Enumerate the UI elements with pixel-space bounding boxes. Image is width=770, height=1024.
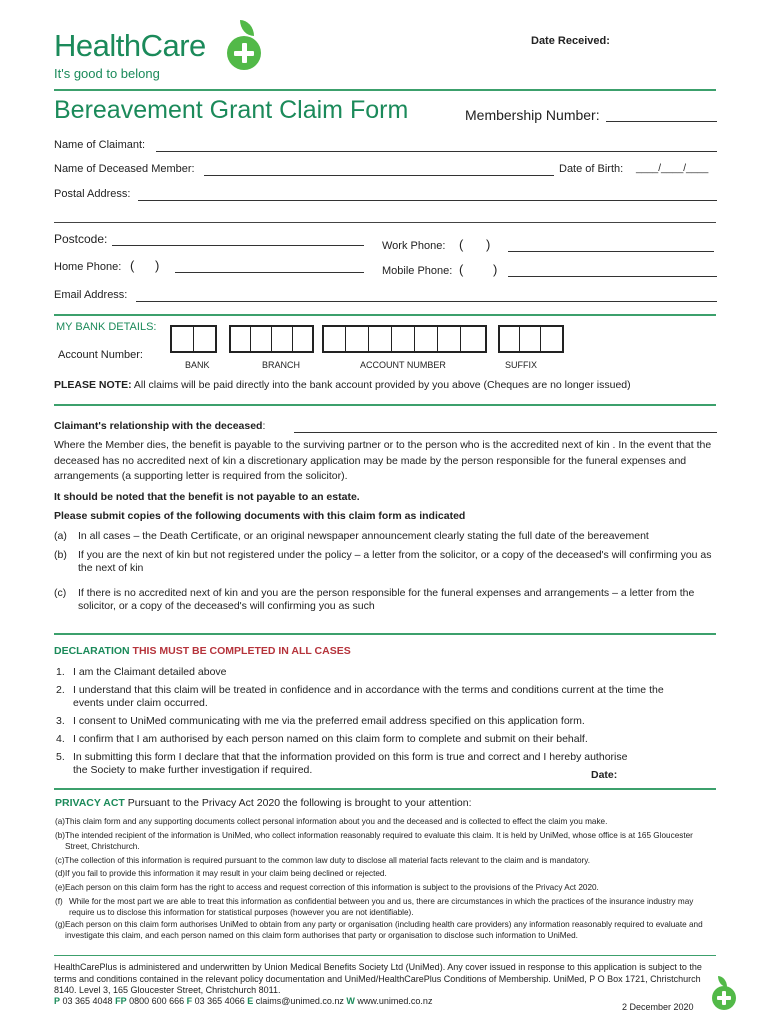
declaration-heading [54, 645, 351, 657]
list-item [54, 549, 718, 575]
postcode-label: Postcode: [54, 232, 108, 246]
privacy-item [55, 896, 719, 918]
web-link[interactable]: www.unimed.co.nz [354, 996, 433, 1006]
privacy-text: This claim form and any supporting documents collect personal information about you and the deceased and is collected to effect the claim you make. [65, 817, 608, 826]
declaration-marker: 1. [56, 666, 65, 678]
relationship-field[interactable] [294, 432, 717, 433]
work-phone-field[interactable] [508, 251, 714, 252]
privacy-marker: (f) [55, 897, 63, 906]
email-address-field[interactable] [136, 301, 717, 302]
privacy-marker: (e) [55, 883, 66, 892]
privacy-item [55, 882, 719, 893]
phone-label: P [54, 996, 61, 1006]
box-divider [250, 327, 251, 351]
account-caption: ACCOUNT NUMBER [360, 360, 446, 370]
footer-contacts [54, 996, 574, 1006]
bank-code-box[interactable] [170, 325, 217, 353]
deceased-name-label: Name of Deceased Member: [54, 163, 195, 175]
list-text: If there is no accredited next of kin and you are the person responsible for the funeral expenses and arrangements – a letter from the solicitor, or a copy of the deceased's will confirming you as such [78, 587, 695, 612]
privacy-text: If you fail to provide this information it may result in your claim being declined or rejected. [65, 869, 387, 878]
deceased-name-field[interactable] [204, 175, 554, 176]
box-divider [391, 327, 392, 351]
footer-cross-icon [712, 986, 736, 1010]
relationship-colon: : [262, 420, 266, 432]
privacy-heading-bold: PRIVACY ACT [55, 797, 125, 809]
submit-heading: Please submit copies of the following documents with this claim form as indicated [54, 510, 466, 522]
privacy-item [55, 830, 719, 852]
postal-address-label: Postal Address: [54, 188, 131, 200]
relationship-label-text: Claimant's relationship with the deceased [54, 420, 263, 432]
declaration-date-label: Date: [591, 769, 618, 781]
privacy-text: The collection of this information is required pursuant to the common law duty to disclose all material facts relevant to the claim and is mandatory. [64, 856, 591, 865]
privacy-heading [55, 797, 472, 809]
privacy-rule [54, 788, 716, 790]
declaration-text: I consent to UniMed communicating with me via the preferred email address specified on this application form. [73, 715, 585, 727]
branch-code-box[interactable] [229, 325, 314, 353]
postcode-field[interactable] [112, 245, 364, 246]
relationship-label [54, 420, 265, 432]
declaration-marker: 2. [56, 684, 65, 696]
declaration-list [56, 666, 696, 777]
suffix-box[interactable] [498, 325, 564, 353]
declaration-heading-green: DECLARATION [54, 645, 130, 657]
list-marker: (a) [54, 530, 67, 542]
declaration-item [56, 751, 636, 777]
mobile-phone-paren-open: ( [459, 262, 464, 277]
bank-details-heading: MY BANK DETAILS: [56, 321, 157, 333]
mobile-phone-label: Mobile Phone: [382, 265, 453, 277]
privacy-marker: (c) [55, 856, 65, 865]
declaration-text: I confirm that I am authorised by each person named on this claim form to complete and submit on their behalf. [73, 733, 588, 745]
privacy-marker: (g) [55, 920, 66, 929]
claimant-name-field[interactable] [156, 151, 717, 152]
documents-list [54, 530, 718, 613]
account-number-label: Account Number: [58, 349, 143, 361]
brand-name: HealthCare [54, 28, 206, 63]
bank-note-text: All claims will be paid directly into the bank account provided by you above (Cheques are no longer issued) [131, 379, 631, 391]
box-divider [345, 327, 346, 351]
home-phone-paren-close: ) [155, 258, 160, 273]
work-phone-label: Work Phone: [382, 240, 446, 252]
estate-note: It should be noted that the benefit is not payable to an estate. [54, 491, 360, 503]
privacy-text: Each person on this claim form authorises UniMed to obtain from any party or organisation (including health care providers) any information reasonably required to evaluate and investigate this claim, and each person named on this claim form authorises that party or organisation to disclose such information to UniMed. [65, 920, 703, 940]
home-phone-field[interactable] [175, 272, 364, 273]
header-rule [54, 89, 716, 91]
email-label: E [247, 996, 254, 1006]
list-text: In all cases – the Death Certificate, or an original newspaper announcement clearly stating the full date of the bereavement [78, 530, 649, 542]
list-item [54, 530, 718, 543]
bank-caption: BANK [185, 360, 210, 370]
home-phone-paren-open: ( [130, 258, 135, 273]
declaration-text: In submitting this form I declare that that the information provided on this form is true and correct and I hereby authorise the Society to make further investigation if required. [73, 751, 628, 776]
dob-label: Date of Birth: [559, 163, 624, 175]
list-item [54, 587, 718, 613]
box-divider [193, 327, 194, 351]
box-divider [460, 327, 461, 351]
declaration-marker: 3. [56, 715, 65, 727]
declaration-item [56, 715, 696, 728]
relationship-rule [54, 404, 716, 406]
box-divider [414, 327, 415, 351]
web-label: W [346, 996, 355, 1006]
list-marker: (b) [54, 549, 67, 561]
footer-date: 2 December 2020 [622, 1002, 694, 1012]
bank-note-bold: PLEASE NOTE: [54, 379, 132, 391]
email-address-label: Email Address: [54, 289, 128, 301]
box-divider [271, 327, 272, 351]
fax-label: F [186, 996, 193, 1006]
healthcare-logo [54, 24, 274, 84]
membership-number-field[interactable] [606, 121, 717, 122]
box-divider [437, 327, 438, 351]
claimant-name-label: Name of Claimant: [54, 139, 146, 151]
leaf-icon [240, 20, 254, 36]
form-title: Bereavement Grant Claim Form [54, 96, 409, 124]
account-number-box[interactable] [322, 325, 487, 353]
declaration-item [56, 733, 696, 746]
bank-rule [54, 314, 716, 316]
declaration-text: I understand that this claim will be treated in confidence and in accordance with the terms and conditions current at the time the events under claim occurred. [73, 684, 664, 709]
declaration-text: I am the Claimant detailed above [73, 666, 227, 678]
branch-caption: BRANCH [262, 360, 301, 370]
brand-tagline: It's good to belong [54, 66, 160, 81]
privacy-item [55, 816, 719, 827]
dob-field[interactable]: ____/____/____ [636, 163, 709, 174]
privacy-list [55, 816, 719, 941]
freephone-value: 0800 600 666 [126, 996, 187, 1006]
declaration-item [56, 684, 696, 710]
fax-value: 03 365 4066 [192, 996, 248, 1006]
privacy-marker: (a) [55, 817, 66, 826]
healthcare-cross-logo-icon [227, 36, 261, 70]
declaration-marker: 4. [56, 733, 65, 745]
privacy-item [55, 868, 719, 879]
footer-text: HealthCarePlus is administered and underwritten by Union Medical Benefits Society Ltd (UniMed). Any cover issued in response to this application is subject to the terms and conditions contained in the relevant policy documentation and UniMed/HealthCarePlus Conditions of Membership. UniMed, P O Box 1721, Christchurch 8140. Level 3, 165 Gloucester Street, Christchurch 8011. [54, 962, 702, 995]
footer-rule [54, 955, 716, 956]
home-phone-label: Home Phone: [54, 261, 122, 273]
work-phone-paren-close: ) [486, 237, 491, 252]
suffix-caption: SUFFIX [505, 360, 538, 370]
phone-value: 03 365 4048 [60, 996, 116, 1006]
list-text: If you are the next of kin but not registered under the policy – a letter from the solicitor, or a copy of the deceased's will confirming you as the next of kin [78, 549, 712, 574]
address-divider [54, 222, 716, 223]
privacy-intro: Pursuant to the Privacy Act 2020 the following is brought to your attention: [124, 797, 472, 809]
privacy-item [55, 855, 719, 866]
bank-note [54, 379, 724, 391]
declaration-heading-red: THIS MUST BE COMPLETED IN ALL CASES [129, 645, 351, 657]
mobile-phone-paren-close: ) [493, 262, 498, 277]
declaration-marker: 5. [56, 751, 65, 763]
box-divider [292, 327, 293, 351]
work-phone-paren-open: ( [459, 237, 464, 252]
privacy-item [55, 919, 719, 941]
box-divider [519, 327, 520, 351]
date-received-label: Date Received: [531, 35, 610, 47]
relationship-paragraph: Where the Member dies, the benefit is payable to the surviving partner or to the person who is the accredited next of kin . In the event that the deceased has no accredited next of kin a discretionary application may be made by the person responsible for the funeral expenses and arrangements (a supporting letter is required from the solicitor). [54, 439, 712, 482]
declaration-item [56, 666, 696, 679]
box-divider [368, 327, 369, 351]
list-marker: (c) [54, 587, 67, 599]
mobile-phone-field[interactable] [508, 276, 717, 277]
privacy-marker: (d) [55, 869, 66, 878]
privacy-text: Each person on this claim form has the right to access and request correction of this information is subject to the provisions of the Privacy Act 2020. [65, 883, 599, 892]
box-divider [540, 327, 541, 351]
declaration-rule [54, 633, 716, 635]
membership-number-label: Membership Number: [465, 107, 600, 123]
privacy-text: While for the most part we are able to treat this information as confidential between you and us, there are circumstances in which the practices of the insurance industry may require us to disclose this information for statistical purposes (however you are not identifiable). [69, 897, 694, 917]
email-link[interactable]: claims@unimed.co.nz [253, 996, 347, 1006]
privacy-marker: (b) [55, 831, 66, 840]
freephone-label: FP [115, 996, 127, 1006]
privacy-text: The intended recipient of the information is UniMed, who collect information reasonably required to evaluate this claim. It is held by UniMed, whose office is at 165 Gloucester Street, Christchurch. [65, 831, 693, 851]
postal-address-field[interactable] [138, 200, 717, 201]
